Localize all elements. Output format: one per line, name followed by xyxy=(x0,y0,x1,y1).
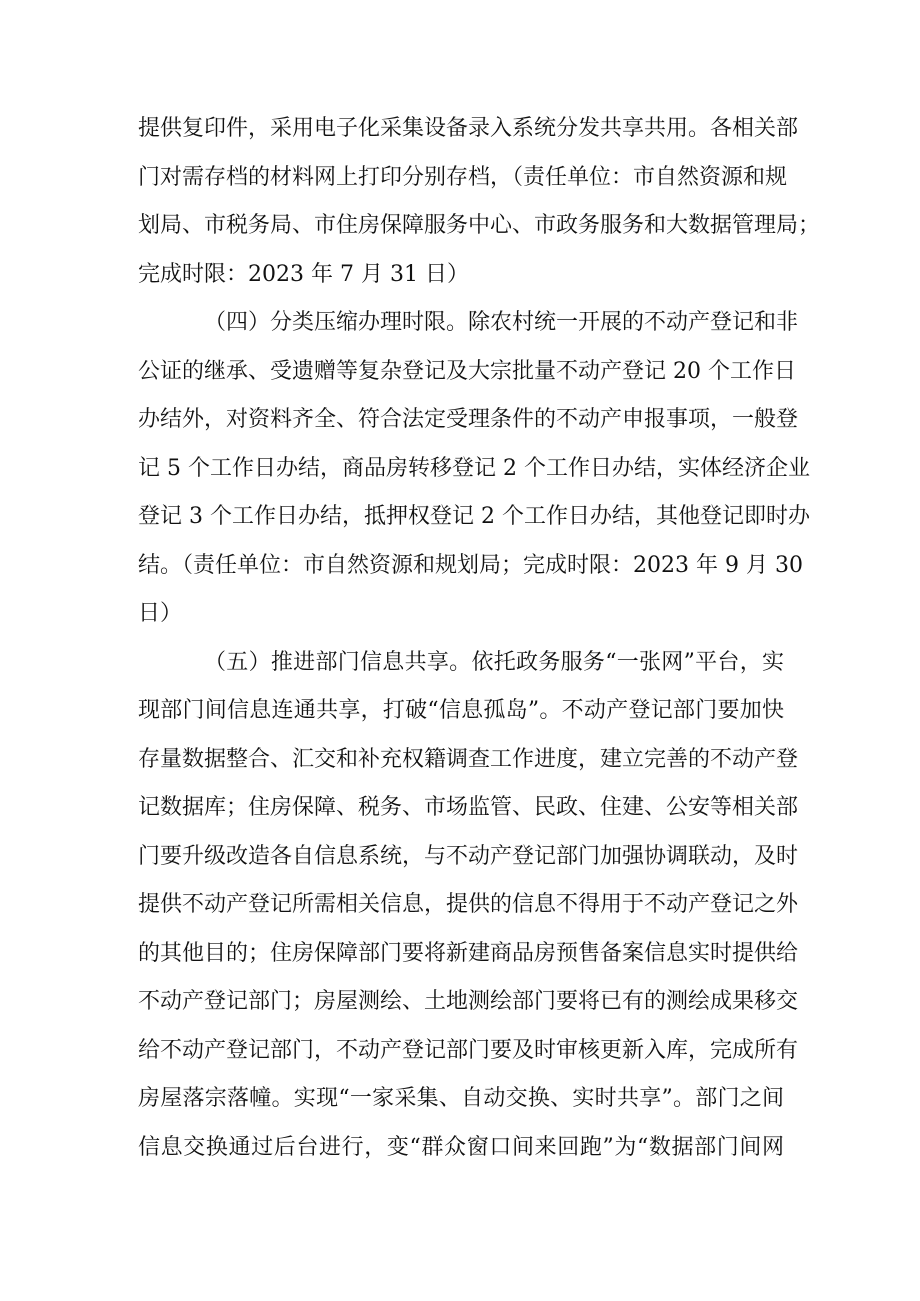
text-line: 结。（责任单位：市自然资源和规划局；完成时限：2023 年 9 月 30 xyxy=(138,552,803,578)
text-line: 公证的继承、受遗赠等复杂登记及大宗批量不动产登记 20 个工作日 xyxy=(138,358,796,384)
section-heading-line: （四）分类压缩办理时限。除农村统一开展的不动产登记和非 xyxy=(204,310,799,335)
text-line: 记数据库；住房保障、税务、市场监管、民政、住建、公安等相关部 xyxy=(138,795,799,820)
text-line: 给不动产登记部门，不动产登记部门要及时审核更新入库，完成所有 xyxy=(138,1037,799,1063)
body-text xyxy=(138,105,821,1172)
text-line: 现部门间信息连通共享，打破“信息孤岛”。不动产登记部门要加快 xyxy=(138,698,784,723)
text-line: 日） xyxy=(138,601,183,626)
paragraph-section-4 xyxy=(138,299,810,639)
section-heading-line: （五）推进部门信息共享。依托政务服务“一张网”平台，实 xyxy=(204,649,784,675)
text-line: 划局、市税务局、市住房保障服务中心、市政务服务和大数据管理局； xyxy=(138,213,821,238)
text-line: 不动产登记部门；房屋测绘、土地测绘部门要将已有的测绘成果移交 xyxy=(138,989,799,1014)
text-line: 门对需存档的材料网上打印分别存档，（责任单位：市自然资源和规 xyxy=(138,164,788,190)
text-line: 房屋落宗落幢。实现“一家采集、自动交换、实时共享”。部门之间 xyxy=(138,1086,784,1111)
text-line: 的其他目的；住房保障部门要将新建商品房预售备案信息实时提供给 xyxy=(138,940,799,966)
text-line: 登记 3 个工作日办结，抵押权登记 2 个工作日办结，其他登记即时办 xyxy=(138,504,810,529)
paragraph-data-sharing-continued xyxy=(138,105,821,299)
text-line: 门要升级改造各自信息系统，与不动产登记部门加强协调联动，及时 xyxy=(138,843,799,869)
paragraph-section-5 xyxy=(138,639,799,1173)
text-line: 信息交换通过后台进行，变“群众窗口间来回跑”为“数据部门间网 xyxy=(138,1134,784,1160)
text-line: 提供复印件，采用电子化采集设备录入系统分发共享共用。各相关部 xyxy=(138,116,799,141)
text-line: 完成时限：2023 年 7 月 31 日） xyxy=(138,261,469,287)
text-line: 记 5 个工作日办结，商品房转移登记 2 个工作日办结，实体经济企业 xyxy=(138,455,810,481)
text-line: 提供不动产登记所需相关信息，提供的信息不得用于不动产登记之外 xyxy=(138,892,799,917)
text-line: 存量数据整合、汇交和补充权籍调查工作进度，建立完善的不动产登 xyxy=(138,746,799,772)
text-line: 办结外，对资料齐全、符合法定受理条件的不动产申报事项，一般登 xyxy=(138,407,799,432)
